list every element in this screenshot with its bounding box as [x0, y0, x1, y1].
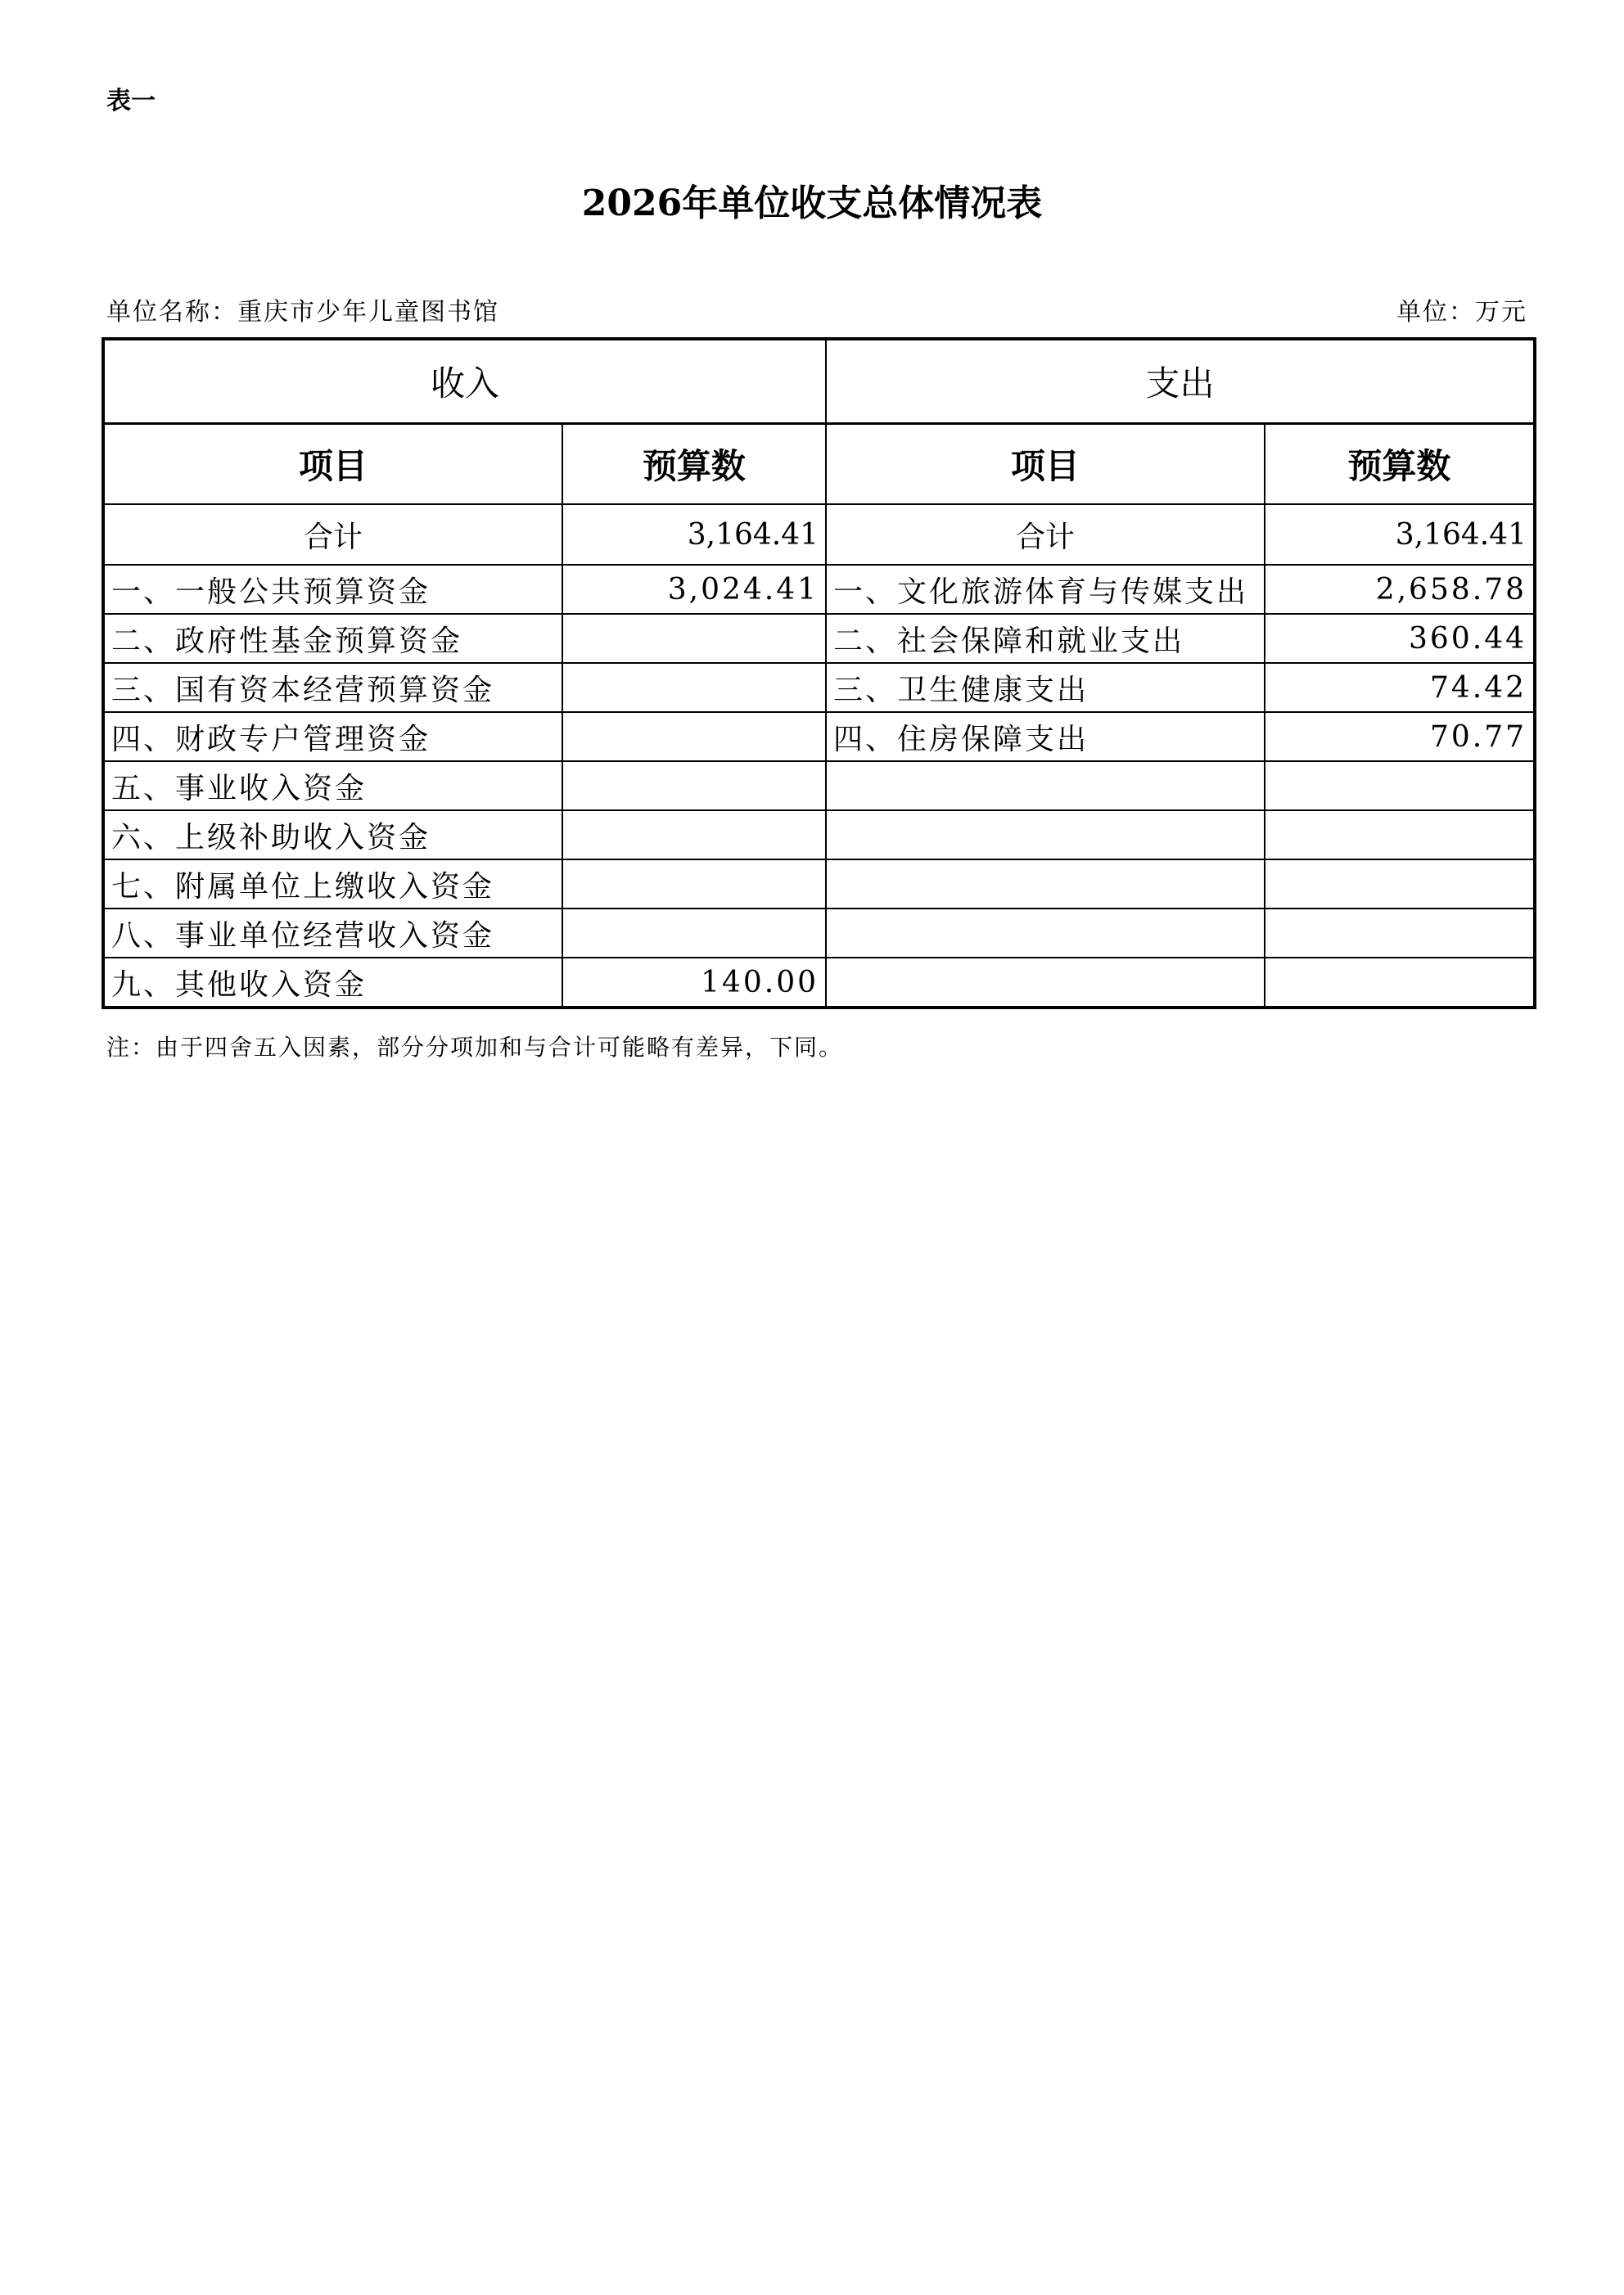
income-total-label: 合计: [103, 504, 562, 565]
expense-item: [826, 761, 1265, 810]
footnote: 注：由于四舍五入因素，部分分项加和与合计可能略有差异，下同。: [106, 1034, 844, 1061]
income-total-value: 3,164.41: [562, 504, 826, 565]
table-number-label: 表一: [106, 87, 156, 115]
table-row: [103, 859, 1535, 909]
expense-total-value: 3,164.41: [1265, 504, 1535, 565]
income-item-header: 项目: [103, 424, 562, 505]
income-value: 140.00: [562, 958, 826, 1008]
expense-value: [1265, 958, 1535, 1008]
expense-item: [826, 909, 1265, 958]
expense-value: 70.77: [1265, 712, 1535, 761]
income-item: 三、国有资本经营预算资金: [103, 663, 562, 712]
table-row: [103, 614, 1535, 663]
budget-summary-table: [102, 337, 1536, 1009]
income-value: [562, 761, 826, 810]
expense-value: [1265, 859, 1535, 909]
income-item: 六、上级补助收入资金: [103, 810, 562, 859]
income-item: 八、事业单位经营收入资金: [103, 909, 562, 958]
total-row: [103, 504, 1535, 565]
income-item: 四、财政专户管理资金: [103, 712, 562, 761]
table-row: [103, 712, 1535, 761]
expense-value: 2,658.78: [1265, 565, 1535, 614]
table-row: [103, 810, 1535, 859]
expense-value: 360.44: [1265, 614, 1535, 663]
income-value: 3,024.41: [562, 565, 826, 614]
expense-item: 二、社会保障和就业支出: [826, 614, 1265, 663]
income-value: [562, 712, 826, 761]
income-value: [562, 663, 826, 712]
income-section-header: 收入: [103, 339, 826, 424]
expense-value: 74.42: [1265, 663, 1535, 712]
income-item: 七、附属单位上缴收入资金: [103, 859, 562, 909]
expense-value: [1265, 761, 1535, 810]
income-value: [562, 614, 826, 663]
expense-item: [826, 810, 1265, 859]
table-row: [103, 761, 1535, 810]
expense-value: [1265, 909, 1535, 958]
currency-unit-label: 单位：万元: [1396, 298, 1527, 327]
income-item: 五、事业收入资金: [103, 761, 562, 810]
expense-item-header: 项目: [826, 424, 1265, 505]
income-value: [562, 909, 826, 958]
expense-item: 四、住房保障支出: [826, 712, 1265, 761]
expense-total-label: 合计: [826, 504, 1265, 565]
table-row: [103, 663, 1535, 712]
table-row: [103, 565, 1535, 614]
expense-item: 三、卫生健康支出: [826, 663, 1265, 712]
section-header-row: [103, 339, 1535, 424]
table-row: [103, 958, 1535, 1008]
column-header-row: [103, 424, 1535, 505]
income-value: [562, 859, 826, 909]
income-item: 一、一般公共预算资金: [103, 565, 562, 614]
expense-section-header: 支出: [826, 339, 1535, 424]
expense-item: 一、文化旅游体育与传媒支出: [826, 565, 1265, 614]
expense-budget-header: 预算数: [1265, 424, 1535, 505]
page-title: 2026年单位收支总体情况表: [581, 183, 1043, 224]
income-item: 二、政府性基金预算资金: [103, 614, 562, 663]
income-budget-header: 预算数: [562, 424, 826, 505]
expense-value: [1265, 810, 1535, 859]
income-item: 九、其他收入资金: [103, 958, 562, 1008]
table-row: [103, 909, 1535, 958]
income-value: [562, 810, 826, 859]
expense-item: [826, 958, 1265, 1008]
unit-name-label: 单位名称：重庆市少年儿童图书馆: [106, 298, 499, 327]
expense-item: [826, 859, 1265, 909]
